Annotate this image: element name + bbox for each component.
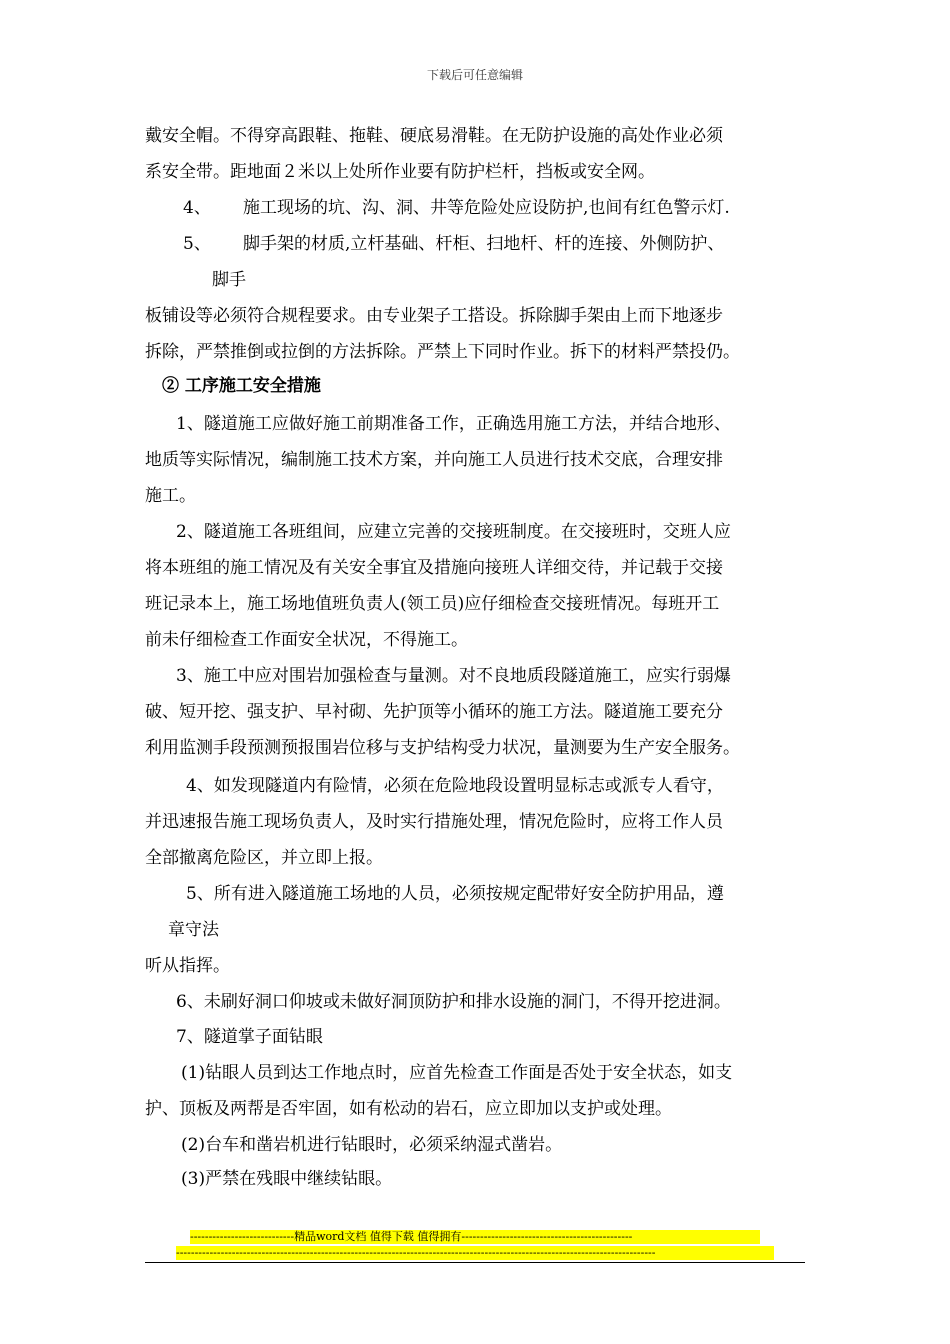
body-line: 章守法 (168, 920, 219, 940)
body-line: (3)严禁在残眼中继续钻眼。 (181, 1169, 393, 1189)
body-line: 地质等实际情况，编制施工技术方案，并向施工人员进行技术交底，合理安排 (145, 450, 723, 470)
body-line: 2、隧道施工各班组间，应建立完善的交接班制度。在交接班时，交班人应 (176, 522, 731, 542)
body-line: 3、施工中应对围岩加强检查与量测。对不良地质段隧道施工，应实行弱爆 (176, 666, 731, 686)
list-item-4 (183, 197, 730, 219)
body-line: 班记录本上，施工场地值班负责人(领工员)应仔细检查交接班情况。每班开工 (145, 594, 720, 614)
footer-banner-line1: ----------------------------精品word文档 值得下载 值得拥有---------------------------------------------- (190, 1230, 760, 1244)
body-line: 戴安全帽。不得穿高跟鞋、拖鞋、硬底易滑鞋。在无防护设施的高处作业必须 (145, 126, 723, 146)
body-line: 拆除，严禁推倒或拉倒的方法拆除。严禁上下同时作业。拆下的材料严禁投仍。 (145, 342, 740, 362)
list-number: 5、 (183, 234, 211, 254)
body-line: 护、顶板及两帮是否牢固，如有松动的岩石，应立即加以支护或处理。 (145, 1099, 672, 1119)
body-line: 脚手 (212, 270, 246, 290)
footer-banner-line2: --------------------------------------------------------------------------------------------------------------------------------- (176, 1246, 774, 1260)
section-heading: ② 工序施工安全措施 (162, 376, 321, 396)
body-line: (2)台车和凿岩机进行钻眼时，必须采纳湿式凿岩。 (181, 1135, 563, 1155)
list-text: 脚手架的材质,立杆基础、杆柜、扫地杆、杆的连接、外侧防护、 (243, 234, 725, 254)
body-line: 破、短开挖、强支护、早衬砌、先护顶等小循环的施工方法。隧道施工要充分 (145, 702, 723, 722)
body-line: 听从指挥。 (145, 956, 230, 976)
body-line: 1、隧道施工应做好施工前期准备工作，正确选用施工方法，并结合地形、 (176, 414, 731, 434)
body-line: 6、未刷好洞口仰坡或未做好洞顶防护和排水设施的洞门，不得开挖进洞。 (176, 992, 731, 1012)
body-line: 将本班组的施工情况及有关安全事宜及措施向接班人详细交待，并记载于交接 (145, 558, 723, 578)
body-line: 前未仔细检查工作面安全状况，不得施工。 (145, 630, 468, 650)
list-number: 4、 (183, 198, 211, 218)
body-line: 全部撤离危险区，并立即上报。 (145, 848, 383, 868)
body-line: 系安全带。距地面２米以上处所作业要有防护栏杆，挡板或安全网。 (145, 162, 655, 182)
body-line: 施工。 (145, 486, 196, 506)
body-line: 4、如发现隧道内有险情，必须在危险地段设置明显标志或派专人看守， (186, 776, 724, 796)
body-line: 利用监测手段预测预报围岩位移与支护结构受力状况，量测要为生产安全服务。 (145, 738, 740, 758)
footer-rule (145, 1262, 805, 1263)
body-line: 5、所有进入隧道施工场地的人员，必须按规定配带好安全防护用品，遵 (186, 884, 724, 904)
body-line: (1)钻眼人员到达工作地点时，应首先检查工作面是否处于安全状态，如支 (181, 1063, 733, 1083)
body-line: 板铺设等必须符合规程要求。由专业架子工搭设。拆除脚手架由上而下地逐步 (145, 306, 723, 326)
body-line: 7、隧道掌子面钻眼 (176, 1027, 323, 1047)
list-text: 施工现场的坑、沟、洞、井等危险处应设防护,也间有红色警示灯. (243, 198, 730, 218)
list-item-5 (183, 233, 724, 255)
body-line: 并迅速报告施工现场负责人，及时实行措施处理，情况危险时，应将工作人员 (145, 812, 723, 832)
page-header: 下载后可任意编辑 (426, 68, 523, 82)
